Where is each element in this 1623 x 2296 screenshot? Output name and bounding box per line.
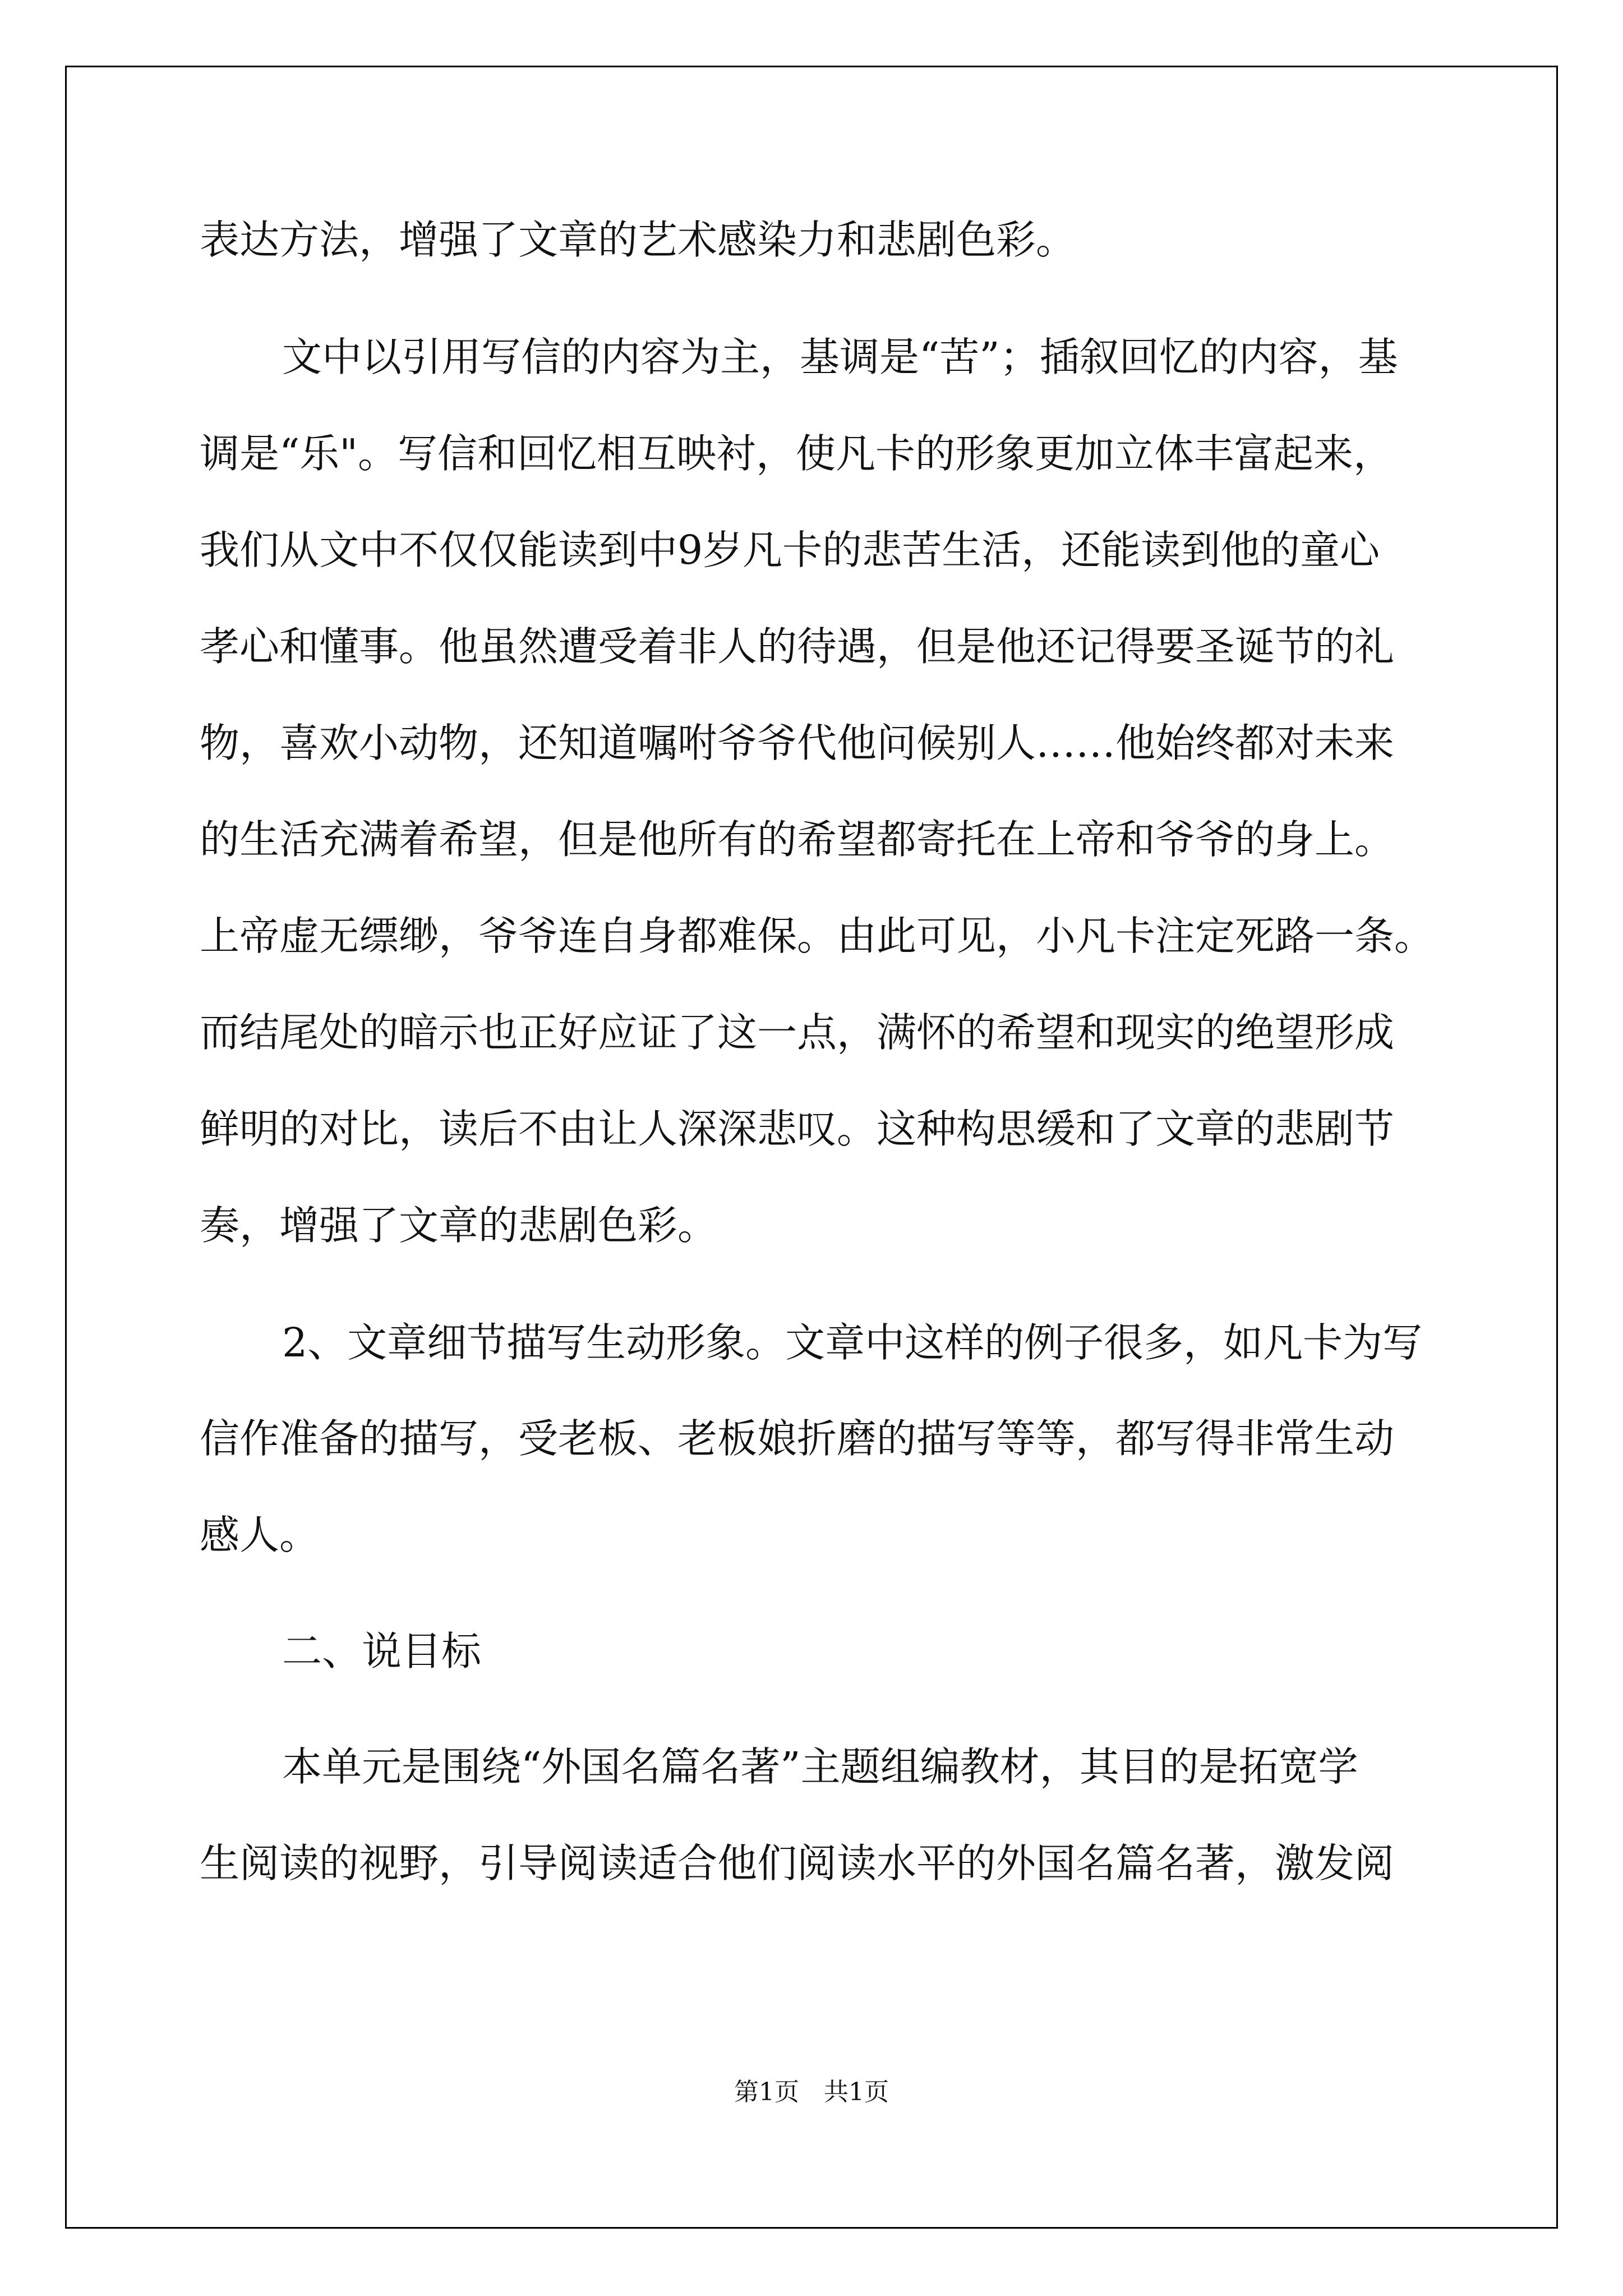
body-line-1: 表达方法，增强了文章的艺术感染力和悲剧色彩。 xyxy=(200,217,1076,263)
body-line-8: 上帝虚无缥缈，爷爷连自身都难保。由此可见，小凡卡注定死路一条。 xyxy=(200,913,1435,959)
body-line-10: 鲜明的对比，读后不由让人深深悲叹。这种构思缓和了文章的悲剧节 xyxy=(200,1106,1395,1152)
page-footer: 第1页 共1页 xyxy=(734,2078,889,2106)
body-line-7: 的生活充满着希望，但是他所有的希望都寄托在上帝和爷爷的身上。 xyxy=(200,816,1395,863)
body-line-9: 而结尾处的暗示也正好应证了这一点，满怀的希望和现实的绝望形成 xyxy=(200,1009,1395,1056)
body-line-12: 2、文章细节描写生动形象。文章中这样的例子很多，如凡卡为写 xyxy=(282,1319,1423,1366)
body-line-13: 信作准备的描写，受老板、老板娘折磨的描写等等，都写得非常生动 xyxy=(200,1415,1395,1462)
body-line-5: 孝心和懂事。他虽然遭受着非人的待遇，但是他还记得要圣诞节的礼 xyxy=(200,623,1395,670)
body-line-16: 本单元是围绕“外国名篇名著”主题组编教材，其目的是拓宽学 xyxy=(282,1743,1358,1790)
body-line-3: 调是“乐"。写信和回忆相互映衬，使凡卡的形象更加立体丰富起来， xyxy=(200,430,1393,477)
body-line-4: 我们从文中不仅仅能读到中9岁凡卡的悲苦生活，还能读到他的童心 xyxy=(200,527,1380,573)
body-line-14: 感人。 xyxy=(200,1512,320,1558)
body-line-17: 生阅读的视野，引导阅读适合他们阅读水平的外国名篇名著，激发阅 xyxy=(200,1840,1395,1887)
body-line-2: 文中以引用写信的内容为主，基调是“苦”；插叙回忆的内容，基 xyxy=(282,334,1398,380)
body-line-11: 奏，增强了文章的悲剧色彩。 xyxy=(200,1202,718,1249)
body-line-6: 物，喜欢小动物，还知道嘱咐爷爷代他问候别人……他始终都对未来 xyxy=(200,720,1395,766)
section-heading: 二、说目标 xyxy=(282,1628,482,1674)
